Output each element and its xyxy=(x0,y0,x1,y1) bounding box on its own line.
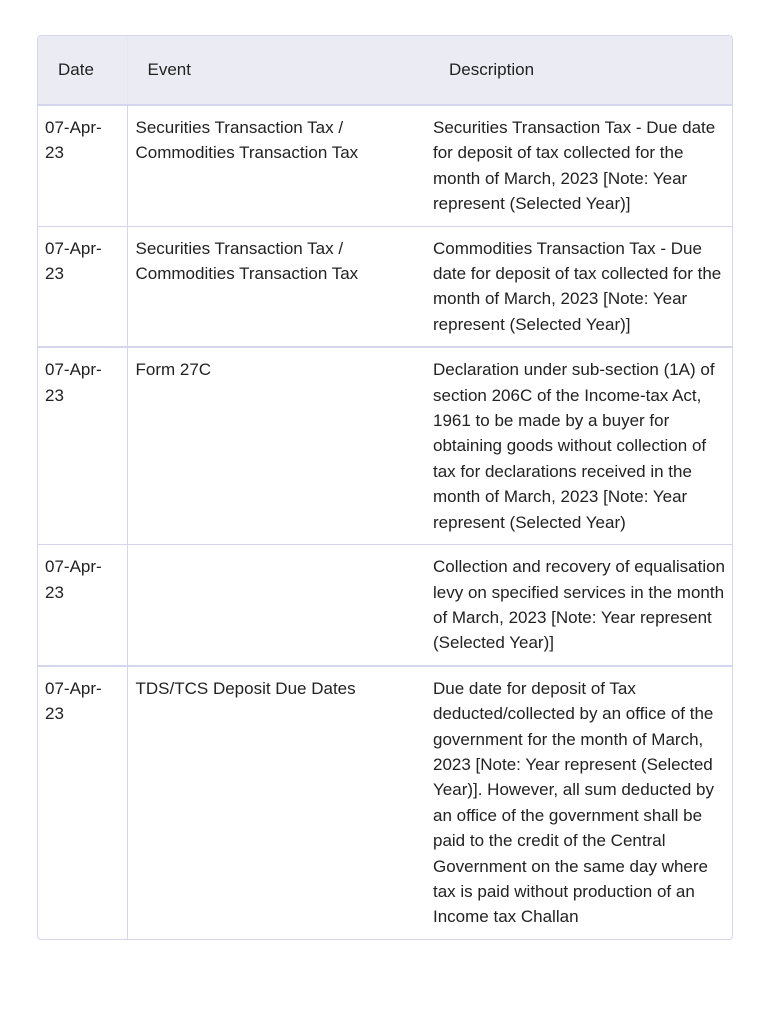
table-body xyxy=(38,105,732,939)
row-event: Securities Transaction Tax / Commodities Transaction Tax xyxy=(127,226,429,347)
row-date: 07-Apr-23 xyxy=(38,545,127,666)
row-description: Securities Transaction Tax - Due date for deposit of tax collected for the month of March, 2023 [Note: Year represent (Selected Year)] xyxy=(433,118,716,214)
table-row xyxy=(38,666,732,939)
row-event xyxy=(127,545,429,666)
table-row xyxy=(38,226,732,347)
table-row xyxy=(38,105,732,226)
row-description: Declaration under sub-section (1A) of section 206C of the Income-tax Act, 1961 to be made by a buyer for obtaining goods without collection of tax for declarations received in the month of March, 2023 [Note: Year represent (Selected Year) xyxy=(429,347,732,544)
row-event: Securities Transaction Tax / Commodities Transaction Tax xyxy=(135,118,359,163)
row-date: 07-Apr-23 xyxy=(38,105,127,226)
row-date: 07-Apr-23 xyxy=(38,347,127,544)
row-description: Due date for deposit of Tax deducted/collected by an office of the government for the month of March, 2023 [Note: Year represent (Selected Year)]. However, all sum deducted by an office of the government shall be paid to the credit of the Central Government on the same day where tax is paid without production of an Income tax Challan xyxy=(429,666,732,939)
row-date: 07-Apr-23 xyxy=(38,226,127,347)
row-description: Collection and recovery of equalisation levy on specified services in the month of March, 2023 [Note: Year represent (Selected Year)] xyxy=(429,545,732,666)
column-header-event: Event xyxy=(127,36,429,105)
row-description: Commodities Transaction Tax - Due date for deposit of tax collected for the month of March, 2023 [Note: Year represent (Selected Year)] xyxy=(429,226,732,347)
column-header-description: Description xyxy=(429,36,732,105)
row-event: TDS/TCS Deposit Due Dates xyxy=(127,666,429,939)
column-header-date: Date xyxy=(38,36,127,105)
row-date: 07-Apr-23 xyxy=(38,666,127,939)
row-event: Form 27C xyxy=(127,347,429,544)
due-dates-grid xyxy=(38,36,732,939)
due-dates-table xyxy=(37,35,733,940)
table-row xyxy=(38,347,732,544)
table-header xyxy=(38,36,732,105)
table-row xyxy=(38,545,732,666)
header-row xyxy=(38,36,732,105)
